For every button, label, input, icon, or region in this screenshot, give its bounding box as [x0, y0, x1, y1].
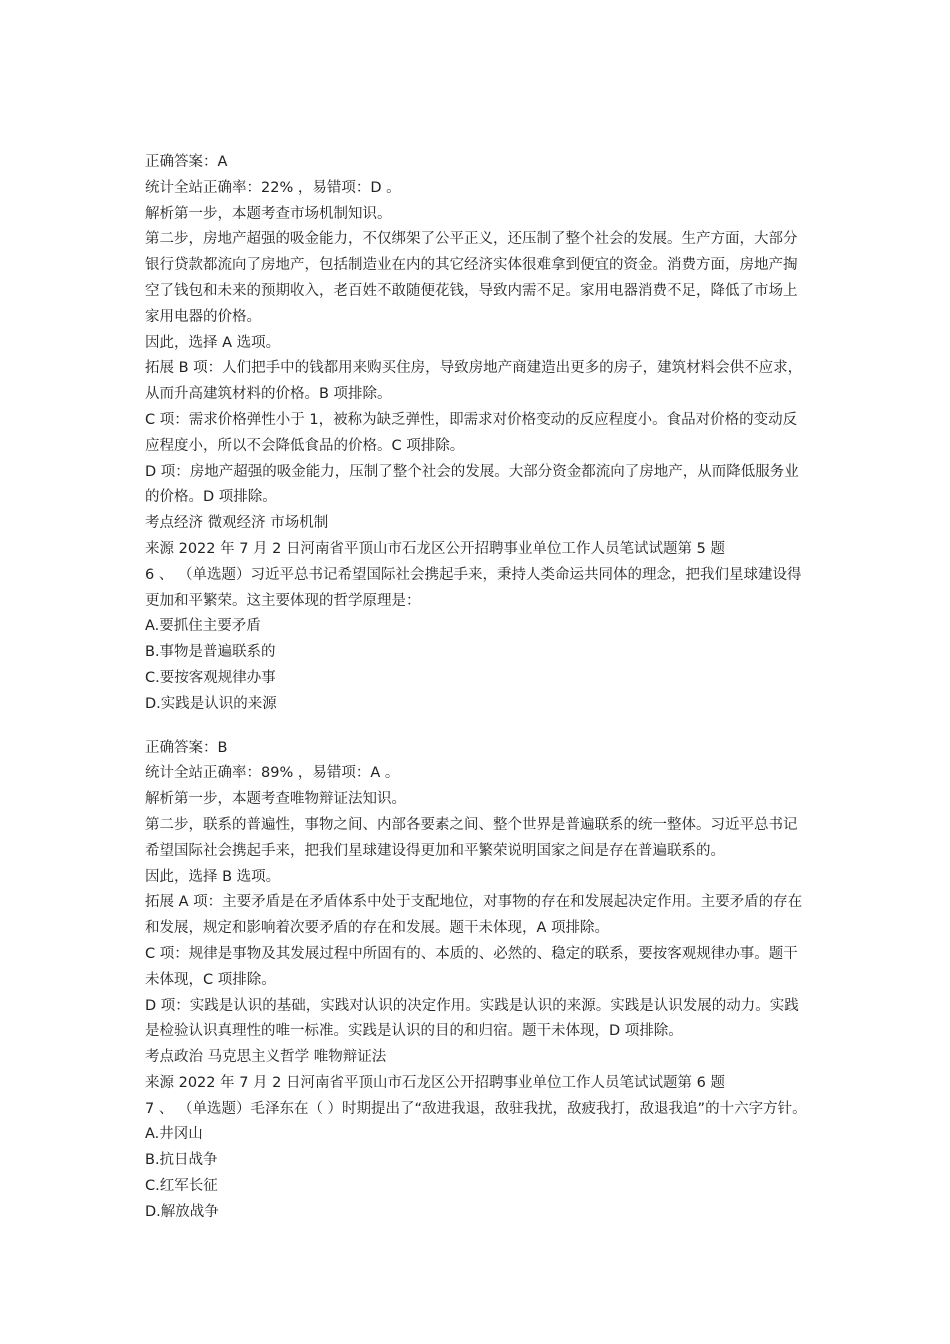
q7-option-b: B.抗日战争: [145, 1152, 218, 1169]
document-page: [145, 150, 810, 1226]
q5-topic: 考点经济 微观经济 市场机制: [145, 515, 329, 532]
q6-option-d: D.实践是认识的来源: [145, 695, 277, 712]
q6-stats: 统计全站正确率：89% ，易错项：A 。: [145, 765, 400, 782]
q6-conclusion: 因此，选择 B 选项。: [145, 868, 281, 885]
q5-extension-c: C 项：需求价格弹性小于 1，被称为缺乏弹性，即需求对价格变动的反应程度小。食品对价格的变动反应程度小，所以不会降低食品的价格。C 项排除。: [145, 411, 798, 454]
q6-option-b: B.事物是普遍联系的: [145, 644, 276, 661]
q6-extension-d: D 项：实践是认识的基础，实践对认识的决定作用。实践是认识的来源。实践是认识发展的动力。实践是检验认识真理性的唯一标准。实践是认识的目的和归宿。题干未体现，D 项排除。: [145, 997, 799, 1040]
q6-topic: 考点政治 马克思主义哲学 唯物辩证法: [145, 1049, 387, 1066]
q7-stem: 7 、 （单选题）毛泽东在（ ）时期提出了“敌进我退，敌驻我扰，敌疲我打，敌退我追”的十六字方针。: [145, 1100, 807, 1117]
q5-extension-b: 拓展 B 项：人们把手中的钱都用来购买住房，导致房地产商建造出更多的房子，建筑材料会供不应求，从而升高建筑材料的价格。B 项排除。: [145, 360, 803, 403]
q5-analysis-step2: 第二步，房地产超强的吸金能力，不仅绑架了公平正义，还压制了整个社会的发展。生产方面，大部分银行贷款都流向了房地产，包括制造业在内的其它经济实体很难拿到便宜的资金。消费方面，房地产掏空了钱包和未来的预期收入，老百姓不敢随便花钱，导致内需不足。家用电器消费不足，降低了市场上家用电器的价格。: [145, 231, 798, 325]
spacer: [145, 718, 810, 736]
q5-stats: 统计全站正确率：22% ，易错项：D 。: [145, 179, 401, 196]
q6-extension-c: C 项：规律是事物及其发展过程中所固有的、本质的、必然的、稳定的联系，要按客观规律办事。题干未体现，C 项排除。: [145, 945, 798, 988]
q6-analysis-step1: 解析第一步，本题考查唯物辩证法知识。: [145, 791, 406, 808]
q6-stem: 6 、 （单选题）习近平总书记希望国际社会携起手来，秉持人类命运共同体的理念，把我们星球建设得更加和平繁荣。这主要体现的哲学原理是：: [145, 566, 802, 609]
q6-option-a: A.要抓住主要矛盾: [145, 618, 261, 635]
q5-answer: 正确答案：A: [145, 154, 228, 170]
q5-conclusion: 因此，选择 A 选项。: [145, 334, 281, 351]
q6-source: 来源 2022 年 7 月 2 日河南省平顶山市石龙区公开招聘事业单位工作人员笔试试题第 6 题: [145, 1074, 725, 1091]
q5-source: 来源 2022 年 7 月 2 日河南省平顶山市石龙区公开招聘事业单位工作人员笔试试题第 5 题: [145, 540, 725, 557]
q7-option-c: C.红军长征: [145, 1178, 218, 1195]
q5-extension-d: D 项：房地产超强的吸金能力，压制了整个社会的发展。大部分资金都流向了房地产，从而降低服务业的价格。D 项排除。: [145, 463, 799, 506]
q6-analysis-step2: 第二步，联系的普遍性，事物之间、内部各要素之间、整个世界是普遍联系的统一整体。习近平总书记希望国际社会携起手来，把我们星球建设得更加和平繁荣说明国家之间是存在普遍联系的。: [145, 816, 798, 859]
q7-option-d: D.解放战争: [145, 1203, 219, 1220]
q5-analysis-step1: 解析第一步，本题考查市场机制知识。: [145, 205, 392, 222]
q6-extension-a: 拓展 A 项：主要矛盾是在矛盾体系中处于支配地位，对事物的存在和发展起决定作用。主要矛盾的存在和发展，规定和影响着次要矛盾的存在和发展。题干未体现，A 项排除。: [145, 894, 803, 937]
q7-option-a: A.井冈山: [145, 1126, 203, 1143]
q6-answer: 正确答案：B: [145, 739, 228, 756]
q6-option-c: C.要按客观规律办事: [145, 669, 276, 686]
